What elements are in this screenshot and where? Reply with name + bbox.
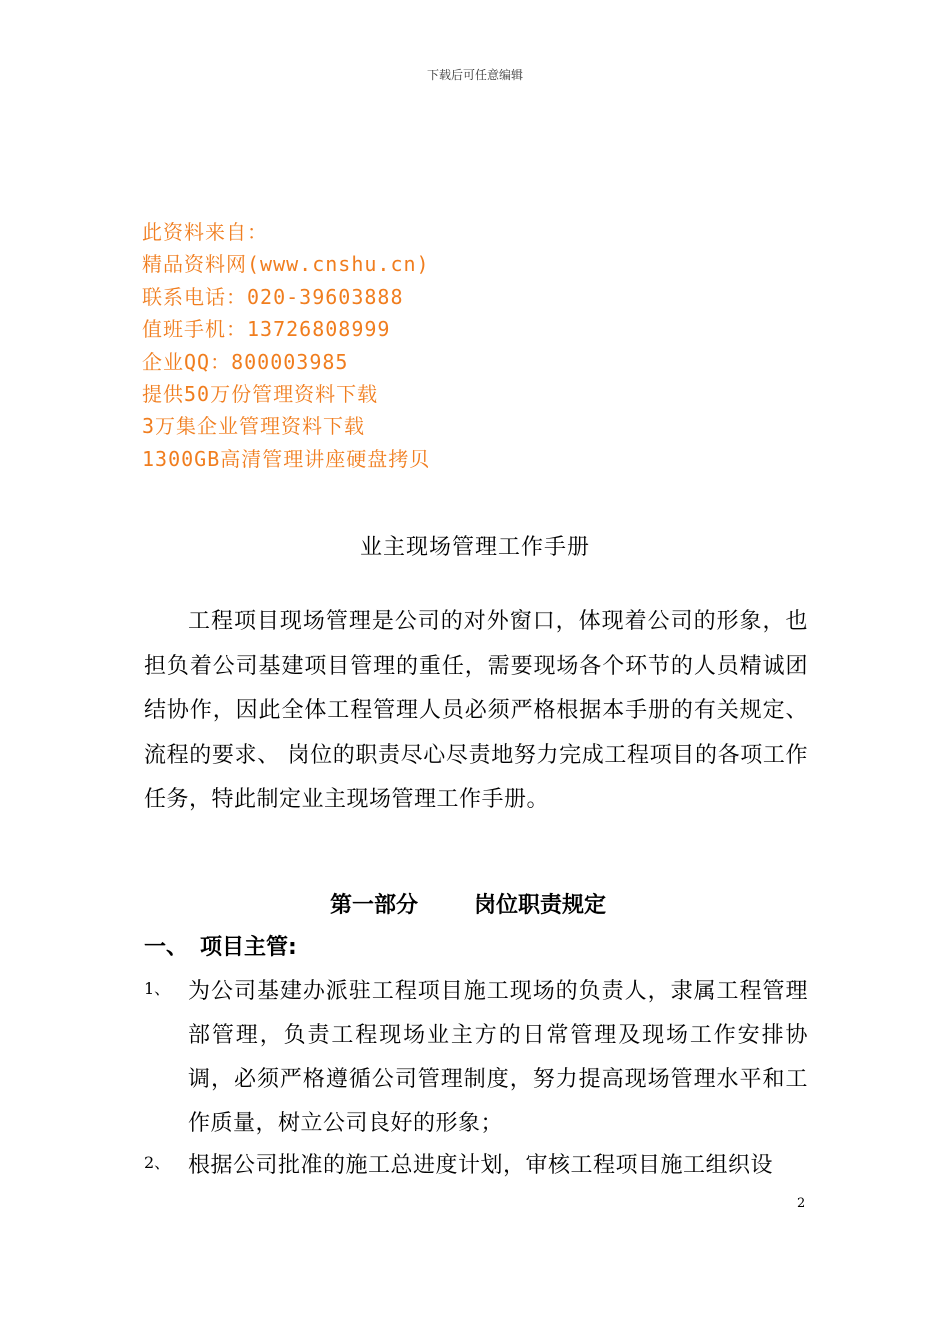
- page-number: 2: [797, 1196, 806, 1211]
- part-title: 岗位职责规定: [474, 893, 607, 918]
- source-line: 提供50万份管理资料下载: [142, 382, 379, 407]
- list-item: [144, 1144, 808, 1188]
- document-title: 业主现场管理工作手册: [359, 535, 590, 560]
- part-heading: [330, 888, 606, 919]
- source-line-website: 精品资料网(www.cnshu.cn): [142, 252, 430, 277]
- source-line: 1300GB高清管理讲座硬盘拷贝: [142, 446, 431, 471]
- source-line: 此资料来自：: [142, 220, 268, 244]
- part-label: 第一部分: [330, 893, 419, 918]
- intro-paragraph: 工程项目现场管理是公司的对外窗口，体现着公司的形象，也担负着公司基建项目管理的重任，需要现场各个环节的人员精诚团结协作，因此全体工程管理人员必须严格根据本手册的有关规定、 流程的要求、 岗位的职责尽心尽责地努力完成工程项目的各项工作任务，特此制定业主现场管理工作手册。: [144, 609, 808, 813]
- source-line: 3万集企业管理资料下载: [142, 414, 366, 439]
- list-item-number: 2、: [144, 1153, 171, 1172]
- list-item-text: 根据公司批准的施工总进度计划，审核工程项目施工组织设: [188, 1153, 774, 1178]
- source-line-phone: 联系电话：020-39603888: [142, 284, 404, 309]
- list-item-text: 为公司基建办派驻工程项目施工现场的负责人，隶属工程管理部管理，负责工程现场业主方的日常管理及现场工作安排协调，必须严格遵循公司管理制度，努力提高现场管理水平和工作质量，树立公司良好的形象；: [188, 979, 808, 1136]
- source-info-block: [142, 216, 662, 475]
- source-line-mobile: 值班手机：13726808999: [142, 317, 391, 342]
- list-item: [144, 970, 808, 1146]
- section-number: 一、: [144, 935, 189, 960]
- source-line-qq: 企业QQ：800003985: [142, 349, 349, 374]
- section-title: 项目主管:: [200, 935, 297, 960]
- list-item-number: 1、: [144, 979, 171, 998]
- header-note: 下载后可任意编辑: [426, 68, 523, 82]
- section-heading: [144, 930, 297, 961]
